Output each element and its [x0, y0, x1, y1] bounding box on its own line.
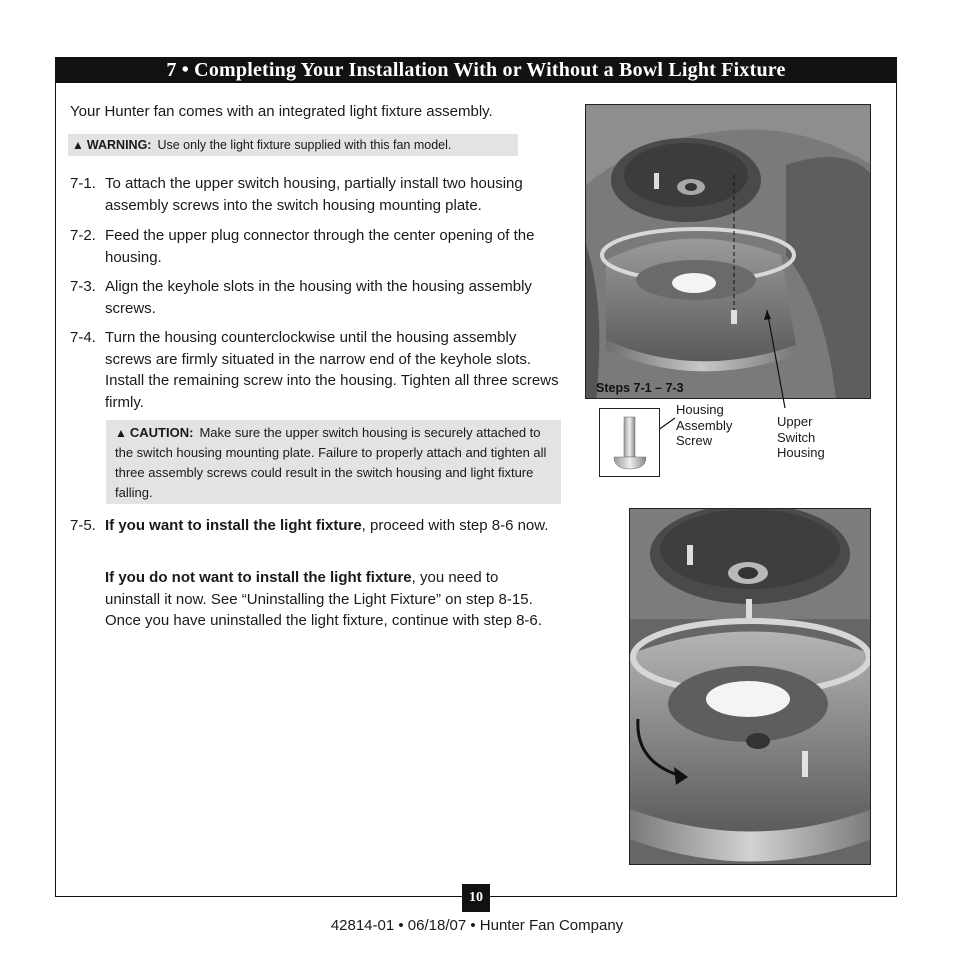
- step-7-4: [70, 327, 560, 413]
- page-number: 10: [462, 884, 490, 912]
- footer-text: 42814-01 • 06/18/07 • Hunter Fan Company: [330, 917, 624, 934]
- warning-triangle-icon: ▲: [115, 426, 127, 440]
- section-title: 7 • Completing Your Installation With or Without a Bowl Light Fixture: [55, 57, 897, 83]
- caution-text: Make sure the upper switch housing is securely attached to the switch housing mounting plate. Failure to properly attach and tighten all three assembly screws could result in the switch housing and light fixture falling.: [115, 425, 547, 500]
- label-housing-assembly-screw: Housing Assembly Screw: [676, 402, 733, 448]
- step-7-5-note: [105, 567, 555, 632]
- step-text: Feed the upper plug connector through the center opening of the housing.: [105, 227, 535, 266]
- step-text: To attach the upper switch housing, partially install two housing assembly screws into the switch housing mounting plate.: [105, 175, 523, 214]
- step-7-2: [70, 225, 560, 268]
- step-bold-text: If you want to install the light fixture: [105, 517, 362, 534]
- step-text: Turn the housing counterclockwise until the housing assembly screws are firmly situated in the narrow end of the keyhole slots. Install the remaining screw into the housing. Tighten all three screws firmly.: [105, 329, 559, 411]
- warning-label: WARNING:: [86, 138, 152, 152]
- screw-detail-box: [599, 408, 660, 477]
- rotation-illustration: [630, 509, 871, 865]
- step-number: 7-3.: [70, 278, 96, 295]
- intro-text: Your Hunter fan comes with an integrated light fixture assembly.: [70, 103, 493, 120]
- caution-box: [106, 420, 561, 504]
- step-number: 7-2.: [70, 227, 96, 244]
- step-7-3: [70, 276, 560, 319]
- step-text: [105, 515, 560, 537]
- housing-rotation-photo: [629, 508, 871, 865]
- step-number: 7-1.: [70, 175, 96, 192]
- step-rest-text: , proceed with step 8-6 now.: [361, 517, 549, 534]
- caution-label: CAUTION:: [129, 425, 194, 440]
- warning-box: [68, 134, 518, 156]
- warning-triangle-icon: ▲: [72, 138, 84, 152]
- figure-caption: Steps 7-1 – 7-3: [596, 381, 684, 395]
- label-upper-switch-housing: Upper Switch Housing: [777, 414, 825, 460]
- step-rest-text: , you need to uninstall it now. See “Uninstalling the Light Fixture” on step 8-15. Once you have uninstalled the light fixture, continue with step 8-6.: [105, 569, 542, 629]
- step-number: 7-5.: [70, 517, 96, 534]
- warning-text: Use only the light fixture supplied with this fan model.: [157, 138, 452, 152]
- step-7-5: [70, 515, 560, 537]
- step-bold-text: If you do not want to install the light fixture: [105, 569, 412, 586]
- step-number: 7-4.: [70, 329, 96, 346]
- screw-icon: [600, 409, 661, 478]
- step-7-1: [70, 173, 560, 216]
- step-text: Align the keyhole slots in the housing with the housing assembly screws.: [105, 278, 532, 317]
